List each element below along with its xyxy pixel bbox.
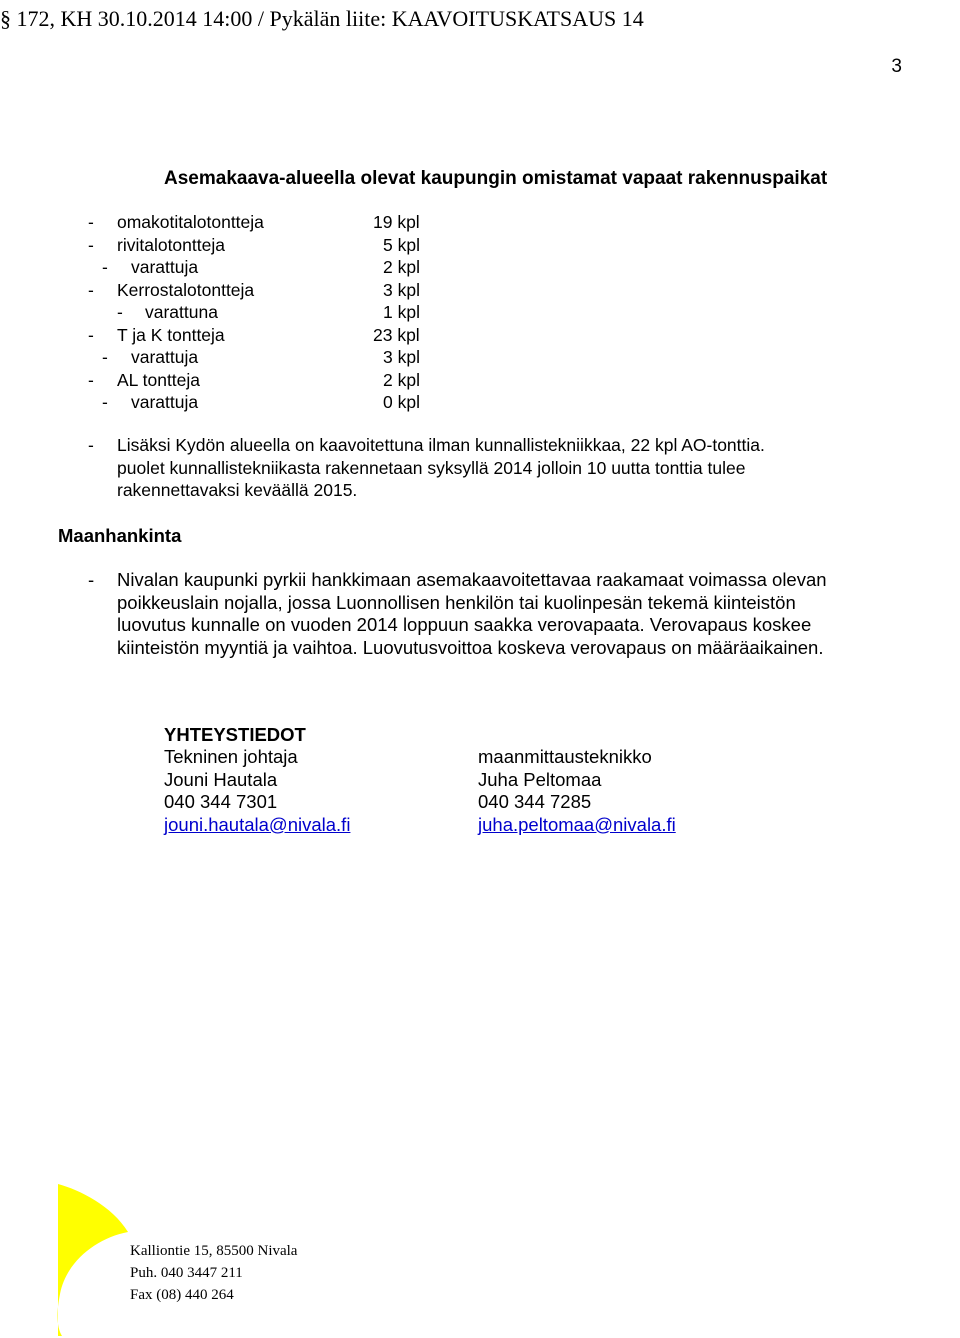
footer-address-block xyxy=(130,1240,297,1306)
list-dash: - xyxy=(88,369,94,390)
list-item-label: varattuja xyxy=(131,257,199,277)
note-line: rakennettavaksi keväällä 2015. xyxy=(117,480,358,500)
list-item-label: rivitalotontteja xyxy=(117,234,225,255)
paragraph-line: Nivalan kaupunki pyrkii hankkimaan asemakaavoitettavaa raakamaat voimassa olevan xyxy=(117,569,827,590)
contact-phone: 040 344 7301 xyxy=(164,791,278,813)
kydo-note xyxy=(88,434,948,502)
list-item-count: 1 kpl xyxy=(383,302,420,322)
page-number: 3 xyxy=(891,56,902,77)
land-acquisition-paragraph xyxy=(88,569,888,659)
list-item-count: 2 kpl xyxy=(383,257,420,277)
note-line: puolet kunnallistekniikasta rakennetaan syksyllä 2014 jolloin 10 uutta tonttia tulee xyxy=(117,457,746,478)
list-item-count: 3 kpl xyxy=(383,347,420,367)
list-dash: - xyxy=(102,257,108,277)
list-item-count: 2 kpl xyxy=(383,369,420,390)
contact-email-link[interactable]: jouni.hautala@nivala.fi xyxy=(164,813,351,835)
footer-phone: Puh. 040 3447 211 xyxy=(130,1265,243,1281)
list-dash: - xyxy=(102,347,108,367)
list-item-count: 23 kpl xyxy=(373,324,420,345)
list-dash: - xyxy=(117,302,123,322)
list-item-label: AL tontteja xyxy=(117,369,201,390)
footer-fax: Fax (08) 440 264 xyxy=(130,1287,234,1303)
contact-email-link[interactable]: juha.peltomaa@nivala.fi xyxy=(478,813,676,835)
contact-phone: 040 344 7285 xyxy=(478,791,592,813)
list-item-label: Kerrostalotontteja xyxy=(117,279,255,300)
contact-name: Juha Peltomaa xyxy=(478,768,602,790)
list-item-label: T ja K tontteja xyxy=(117,324,225,345)
contact-role: maanmittausteknikko xyxy=(478,746,652,767)
contact-left xyxy=(164,746,350,836)
list-dash: - xyxy=(88,279,94,300)
list-item-label: omakotitalotontteja xyxy=(117,212,264,232)
list-item-label: varattuja xyxy=(131,392,199,412)
contacts-title: YHTEYSTIEDOT xyxy=(164,724,306,745)
list-item-count: 3 kpl xyxy=(383,279,420,300)
list-item-count: 0 kpl xyxy=(383,392,420,412)
list-dash: - xyxy=(88,569,95,590)
list-dash: - xyxy=(88,324,94,345)
paragraph-line: luovutus kunnalle on vuoden 2014 loppuun saakka verovapaata. Verovapaus koskee xyxy=(117,614,812,636)
yellow-logo-shape xyxy=(0,1180,130,1338)
footer-address: Kalliontie 15, 85500 Nivala xyxy=(130,1243,298,1259)
list-item-count: 5 kpl xyxy=(383,234,420,255)
document-header: § 172, KH 30.10.2014 14:00 / Pykälän liite: KAAVOITUSKATSAUS 14 xyxy=(0,6,644,31)
list-dash: - xyxy=(102,392,108,412)
note-line: Lisäksi Kydön alueella on kaavoitettuna ilman kunnallistekniikkaa, 22 kpl AO-tonttia. xyxy=(117,435,765,455)
section-title: Asemakaava-alueella olevat kaupungin omistamat vapaat rakennuspaikat xyxy=(164,168,828,189)
paragraph-line: poikkeuslain nojalla, jossa Luonnollisen henkilön tai kuolinpesän tekemä kiinteistön xyxy=(117,591,796,613)
contact-role: Tekninen johtaja xyxy=(164,746,298,767)
list-item-label: varattuna xyxy=(145,302,218,322)
list-dash: - xyxy=(88,212,94,232)
subheading-land-acquisition: Maanhankinta xyxy=(58,525,182,546)
contact-right xyxy=(478,746,676,836)
paragraph-line: kiinteistön myyntiä ja vaihtoa. Luovutusvoittoa koskeva verovapaus on määräaikainen. xyxy=(117,636,824,658)
list-item-count: 19 kpl xyxy=(373,212,420,232)
list-dash: - xyxy=(88,435,94,455)
contact-name: Jouni Hautala xyxy=(164,768,278,790)
list-dash: - xyxy=(88,234,94,255)
list-item-label: varattuja xyxy=(131,347,199,367)
